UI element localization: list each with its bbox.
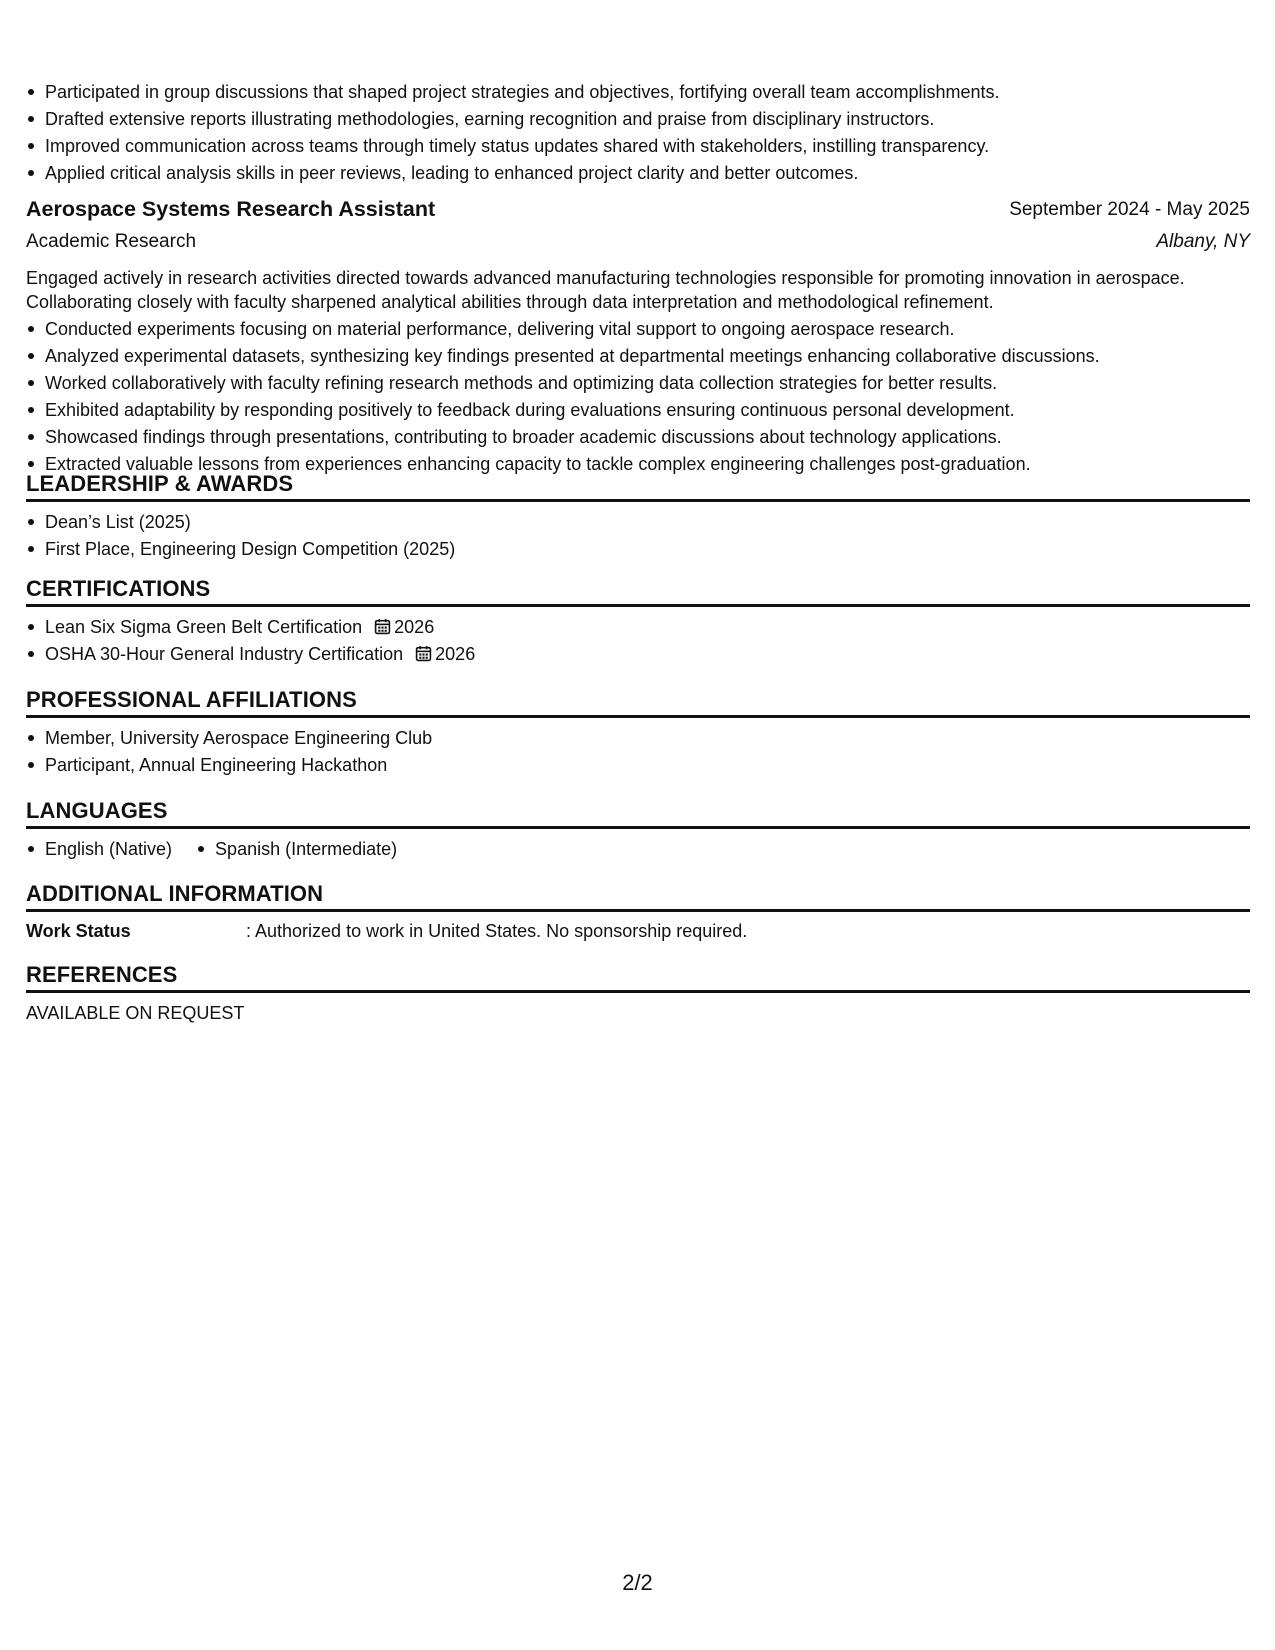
previous-role-bullets xyxy=(26,79,1000,187)
list-item: Conducted experiments focusing on material performance, delivering vital support to ongoing aerospace research. xyxy=(26,316,1100,343)
job-location: Albany, NY xyxy=(1156,231,1250,252)
section-divider xyxy=(26,715,1250,718)
section-heading-languages: LANGUAGES xyxy=(26,798,168,823)
list-item: Exhibited adaptability by responding positively to feedback during evaluations ensuring continuous personal development. xyxy=(26,397,1100,424)
list-item xyxy=(26,614,475,641)
list-item: Extracted valuable lessons from experiences enhancing capacity to tackle complex engineering challenges post-graduation. xyxy=(26,451,1100,478)
calendar-icon xyxy=(415,645,432,662)
section-divider xyxy=(26,499,1250,502)
job-title: Aerospace Systems Research Assistant xyxy=(26,197,436,221)
work-status-value: : Authorized to work in United States. No sponsorship required. xyxy=(246,921,748,941)
section-divider xyxy=(26,909,1250,912)
list-item: Drafted extensive reports illustrating methodologies, earning recognition and praise from disciplinary instructors. xyxy=(26,106,1000,133)
certification-year: 2026 xyxy=(394,617,435,637)
list-item: Applied critical analysis skills in peer reviews, leading to enhanced project clarity and better outcomes. xyxy=(26,160,1000,187)
list-item: First Place, Engineering Design Competition (2025) xyxy=(26,536,455,563)
section-divider xyxy=(26,604,1250,607)
list-item: Showcased findings through presentations, contributing to broader academic discussions about technology applications. xyxy=(26,424,1100,451)
page-number: 2/2 xyxy=(622,1570,653,1595)
job-dates: September 2024 - May 2025 xyxy=(1009,199,1250,220)
list-item: Spanish (Intermediate) xyxy=(196,836,397,863)
list-item xyxy=(26,641,475,668)
calendar-icon xyxy=(374,618,391,635)
job-bullets xyxy=(26,316,1100,478)
list-item: Dean’s List (2025) xyxy=(26,509,455,536)
certification-year: 2026 xyxy=(435,644,476,664)
leadership-list xyxy=(26,509,455,563)
section-heading-references: REFERENCES xyxy=(26,962,178,987)
job-organization: Academic Research xyxy=(26,231,197,252)
list-item: English (Native) xyxy=(26,836,172,863)
certifications-list xyxy=(26,614,475,668)
work-status-label: Work Status xyxy=(26,921,131,941)
list-item: Worked collaboratively with faculty refining research methods and optimizing data collection strategies for better results. xyxy=(26,370,1100,397)
section-divider xyxy=(26,826,1250,829)
section-heading-additional: ADDITIONAL INFORMATION xyxy=(26,881,324,906)
languages-list xyxy=(26,836,421,863)
affiliations-list xyxy=(26,725,432,779)
list-item: Participated in group discussions that shaped project strategies and objectives, fortifying overall team accomplishments. xyxy=(26,79,1000,106)
list-item: Member, University Aerospace Engineering Club xyxy=(26,725,432,752)
list-item: Improved communication across teams through timely status updates shared with stakeholders, instilling transparency. xyxy=(26,133,1000,160)
references-text: AVAILABLE ON REQUEST xyxy=(26,1003,245,1023)
list-item: Analyzed experimental datasets, synthesizing key findings presented at departmental meetings enhancing collaborative discussions. xyxy=(26,343,1100,370)
list-item: Participant, Annual Engineering Hackathon xyxy=(26,752,432,779)
section-heading-certifications: CERTIFICATIONS xyxy=(26,576,211,601)
certification-name: OSHA 30-Hour General Industry Certification xyxy=(45,644,404,664)
section-heading-leadership: LEADERSHIP & AWARDS xyxy=(26,471,294,496)
work-status-row xyxy=(26,921,1250,945)
certification-name: Lean Six Sigma Green Belt Certification xyxy=(45,617,363,637)
job-description: Engaged actively in research activities directed towards advanced manufacturing technologies responsible for promoting innovation in aerospace. Collaborating closely with faculty sharpened analytical abilities through data interpretation and methodological refinement. xyxy=(26,268,1185,312)
section-heading-affiliations: PROFESSIONAL AFFILIATIONS xyxy=(26,687,357,712)
section-divider xyxy=(26,990,1250,993)
